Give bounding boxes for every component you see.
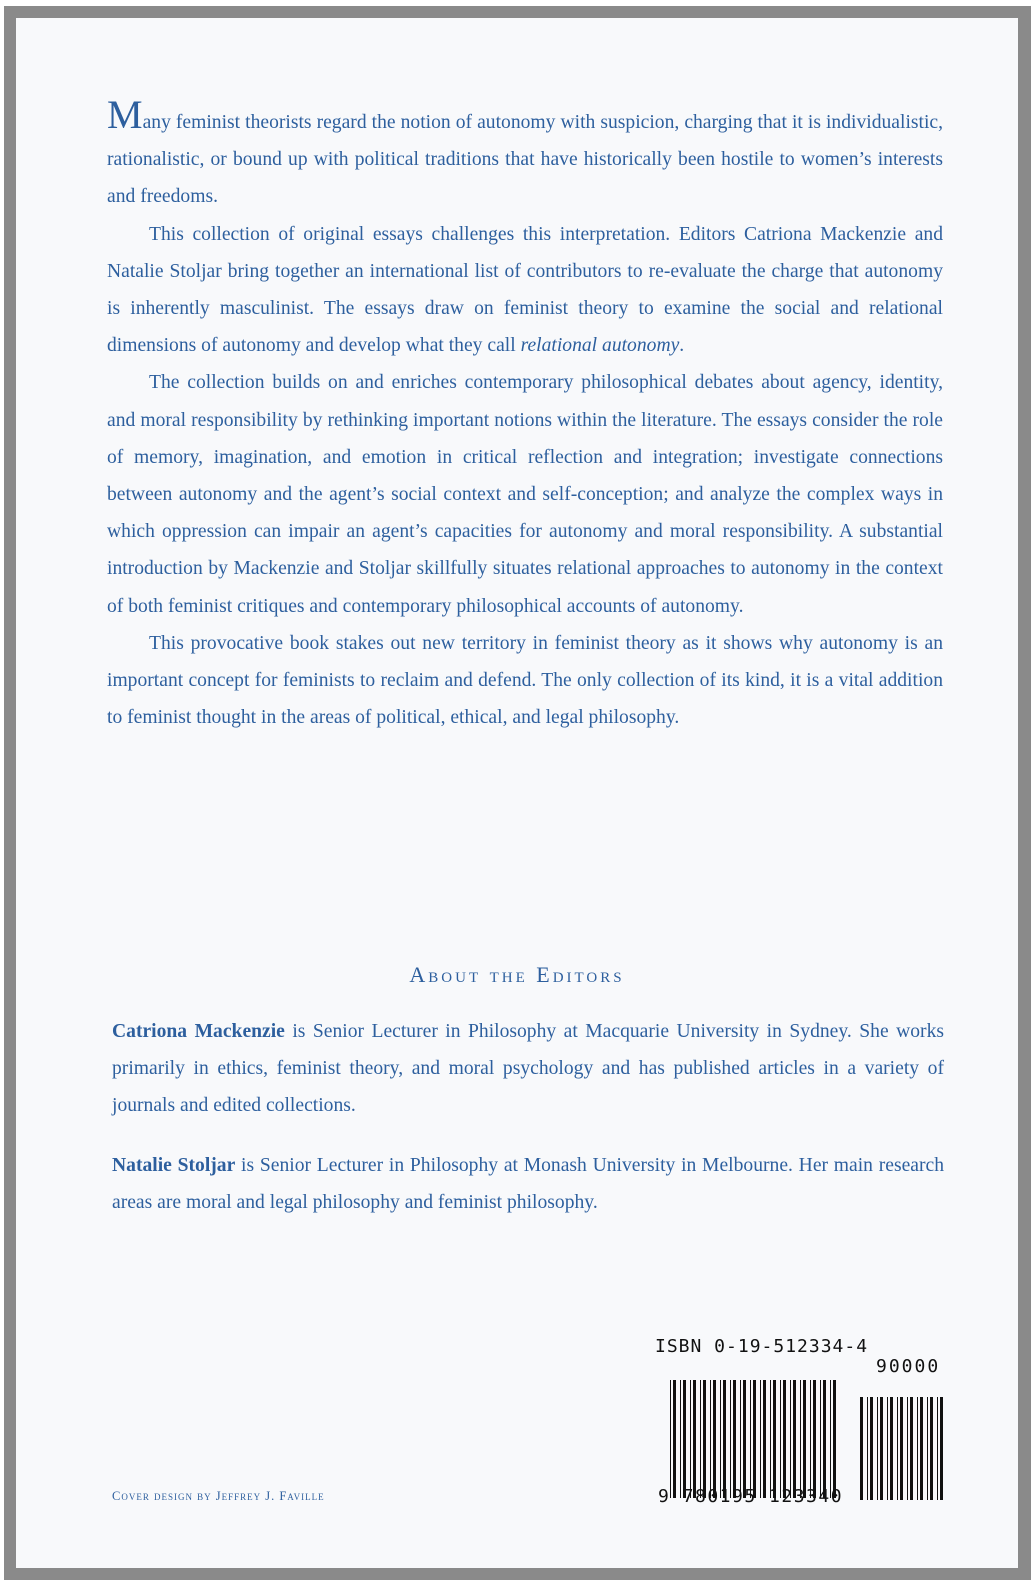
barcode-bar (680, 1380, 681, 1498)
barcode-bar (760, 1380, 761, 1498)
barcode-bar (773, 1380, 776, 1498)
barcode-bar (780, 1380, 781, 1498)
barcode-bar (730, 1380, 731, 1498)
barcode (670, 1380, 960, 1500)
barcode-bar (783, 1380, 786, 1498)
editor-bio: Catriona Mackenzie is Senior Lecturer in Philosophy at Macquarie University in Sydney. She works primarily in ethics, feminist theory, and moral psychology and has published articles in a variety of journals and edited collections. (112, 1021, 944, 1117)
barcode-bar (690, 1380, 691, 1498)
barcode-bar (670, 1380, 671, 1498)
barcode-bar (800, 1380, 801, 1498)
barcode-bar (917, 1397, 918, 1500)
barcode-bar (720, 1380, 721, 1498)
barcode-bar (813, 1380, 816, 1498)
barcode-bar (673, 1380, 676, 1498)
barcode-bar (750, 1380, 751, 1498)
barcode-bar (877, 1397, 878, 1500)
barcode-bar (723, 1380, 726, 1498)
barcode-bar (900, 1397, 903, 1500)
blurb-paragraph-3: The collection builds on and enriches contemporary philosophical debates about agency, identity, and moral responsibility by rethinking important notions within the literature. The essays consider the role of memory, imagination, and emotion in critical reflection and integration; investigate connections between autonomy and the agent’s social context and self-conception; and analyze the complex ways in which oppression can impair an agent’s capacities for autonomy and moral responsibility. A substantial introduction by Mackenzie and Stoljar skillfully situates relational approaches to autonomy in the context of both feminist critiques and contemporary philosophical accounts of autonomy. (107, 372, 943, 617)
barcode-bar (870, 1397, 873, 1500)
barcode-bar (890, 1397, 893, 1500)
barcode-bar (897, 1397, 898, 1500)
barcode-bar (927, 1397, 928, 1500)
barcode-bar (803, 1380, 806, 1498)
editor-bio: Natalie Stoljar is Senior Lecturer in Philosophy at Monash University in Melbourne. Her main research areas are moral and legal philosophy and feminist philosophy. (112, 1154, 944, 1213)
barcode-bar (770, 1380, 771, 1498)
editor-name: Natalie Stoljar (112, 1154, 236, 1176)
barcode-bar (763, 1380, 766, 1498)
blurb-paragraph-4: This provocative book stakes out new territory in feminist theory as it shows why autonomy is an important concept for feminists to reclaim and defend. The only collection of its kind, it is a vital addition to feminist thought in the areas of political, ethical, and legal philosophy. (107, 632, 943, 729)
barcode-bar (887, 1397, 888, 1500)
barcode-bar (880, 1397, 883, 1500)
blurb-paragraph-1: Many feminist theorists regard the notion of autonomy with suspicion, charging that it is individualistic, rationalistic, or bound up with political traditions that have historically been hostile to women’s interests and freedoms. (107, 92, 943, 208)
barcode-addon-number: 90000 (876, 1356, 941, 1377)
barcode-bar (753, 1380, 756, 1498)
barcode-bar (940, 1397, 943, 1500)
barcode-bar (910, 1397, 913, 1500)
barcode-bar (740, 1380, 741, 1498)
barcode-bar (713, 1380, 716, 1498)
barcode-bar (820, 1380, 821, 1498)
cover-design-credit: Cover design by Jeffrey J. Faville (112, 1489, 325, 1503)
barcode-bar (930, 1397, 933, 1500)
isbn-text: ISBN 0-19-512334-4 (655, 1336, 869, 1357)
barcode-bar (833, 1380, 836, 1498)
about-editors-heading: About the Editors (409, 962, 625, 987)
barcode-bar (830, 1380, 831, 1498)
blurb (107, 92, 943, 736)
barcode-bar (937, 1397, 938, 1500)
barcode-bar (700, 1380, 701, 1498)
barcode-bar (793, 1380, 796, 1498)
drop-cap: M (107, 92, 143, 137)
editors-section (112, 1013, 944, 1243)
barcode-bar (810, 1380, 811, 1498)
barcode-bar (743, 1380, 746, 1498)
barcode-bar (710, 1380, 711, 1498)
barcode-bar (907, 1397, 908, 1500)
barcode-bar (867, 1397, 868, 1500)
barcode-bar (860, 1397, 863, 1500)
barcode-bar (733, 1380, 736, 1498)
barcode-bar (683, 1380, 686, 1498)
editor-name: Catriona Mackenzie (112, 1021, 285, 1042)
barcode-bar (823, 1380, 826, 1498)
barcode-bar (790, 1380, 791, 1498)
barcode-bar (703, 1380, 706, 1498)
blurb-paragraph-2: This collection of original essays challenges this interpretation. Editors Catriona Mackenzie and Natalie Stoljar bring together an international list of contributors to re-evaluate the charge that autonomy is inherently masculinist. The essays draw on feminist theory to examine the social and relational dimensions of autonomy and develop what they call relational autonomy. (107, 223, 943, 357)
barcode-bar (920, 1397, 923, 1500)
barcode-ean-number: 9 780195 123340 (658, 1486, 844, 1507)
barcode-bar (693, 1380, 696, 1498)
